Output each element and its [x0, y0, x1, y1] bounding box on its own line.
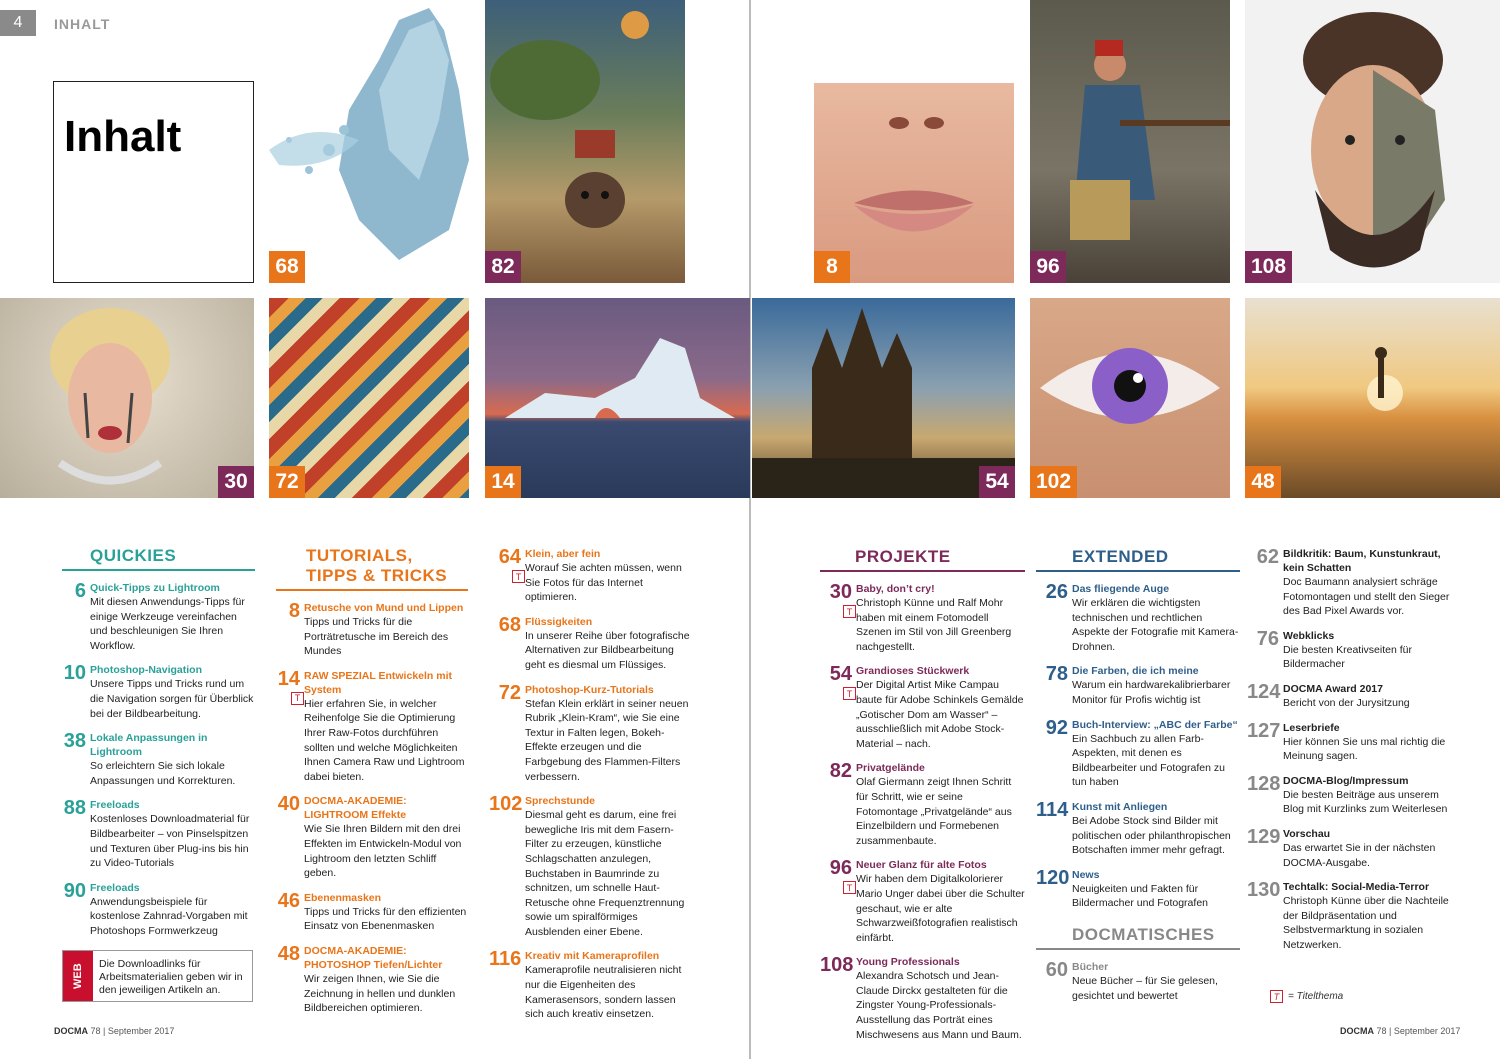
toc-entry-description: Olaf Giermann zeigt Ihnen Schritt für Schritt, wie er seine Fotomontage „Privatgelände“ aus Einzelbildern und Formebenen zusammenbaute.	[856, 776, 1012, 847]
tutorials-heading: TUTORIALS, TIPPS & TRICKS	[276, 546, 468, 591]
toc-entry-description: Mit diesen Anwendungs-Tipps für einige Werkzeuge vereinfachen und beschleunigen Sie Ihren Workflow.	[90, 596, 245, 652]
toc-entry-description: Der Digital Artist Mike Campau baute für Adobe Schinkels Gemälde „Gotischer Dom am Wasser“ – ausschließlich mit Adobe Stock-Material – nach.	[856, 679, 1024, 750]
image-placeholder	[1245, 0, 1500, 283]
footer-right: DOCMA 78 | September 2017	[1340, 1026, 1461, 1036]
toc-page-number: 30	[829, 581, 852, 603]
toc-entry-description: Wir zeigen Ihnen, wie Sie die Zeichnung in hellen und dunklen Bildbereichen optimieren.	[304, 972, 456, 1015]
section-header: INHALT	[54, 16, 111, 32]
tile-page-number: 14	[485, 466, 521, 498]
dog-scene-illustration	[485, 0, 685, 283]
toc-entry-description: Ein Sachbuch zu allen Farb-Aspekten, mit denen es Bildbearbeiter und Fotografen zu tun haben	[1072, 732, 1225, 789]
image-placeholder	[485, 298, 750, 498]
toc-entry[interactable]	[1247, 682, 1457, 711]
toc-entry-title: Freeloads	[90, 881, 140, 894]
toc-entry[interactable]	[1036, 868, 1240, 911]
toc-entry-title: Bücher	[1072, 960, 1109, 973]
toc-entry-title: Vorschau	[1283, 827, 1331, 840]
toc-entry-title: Buch-Interview: „ABC der Farbe“	[1072, 718, 1238, 731]
tile-page-number: 96	[1030, 251, 1066, 283]
toc-entry-title: RAW SPEZIAL Entwickeln mit System	[304, 669, 452, 696]
toc-page-number: 72	[498, 681, 521, 704]
toc-entry-title: Das fliegende Auge	[1072, 583, 1170, 595]
iceberg-illustration	[485, 298, 750, 498]
tile-page-number: 68	[269, 251, 305, 283]
footer-date: September 2017	[1393, 1026, 1461, 1036]
toc-page-number: 46	[277, 889, 300, 912]
woman-illustration	[0, 298, 254, 498]
title-theme-icon: T	[843, 881, 856, 894]
toc-entry[interactable]	[489, 615, 693, 673]
toc-page-number: 127	[1247, 719, 1281, 742]
toc-page-number: 102	[489, 793, 523, 816]
toc-entry-title: Ebenenmasken	[304, 891, 382, 904]
toc-entry-description: Hier können Sie uns mal richtig die Meinung sagen.	[1283, 735, 1446, 763]
tile-page-number: 108	[1245, 251, 1292, 283]
web-info-box	[62, 950, 253, 1002]
toc-entry[interactable]	[1247, 629, 1457, 672]
toc-entry-description: In unserer Reihe über fotografische Alternativen zur Bildbearbeitung geht es diesmal um Flüssiges.	[525, 629, 690, 671]
toc-page-number: 54	[829, 663, 852, 686]
toc-page-number: 76	[1256, 627, 1279, 650]
page-spine	[749, 0, 751, 1059]
quickies-column	[62, 546, 255, 949]
toc-entry-title: Photoshop-Navigation	[90, 664, 202, 677]
toc-entry-title: Young Professionals	[856, 956, 960, 969]
toc-entry[interactable]	[1247, 721, 1457, 764]
toc-entry-title: Retusche von Mund und Lippen	[304, 602, 464, 614]
toc-page-number: 90	[63, 879, 86, 902]
toc-entry[interactable]	[1036, 582, 1240, 654]
field-illustration	[1245, 298, 1500, 498]
image-placeholder	[485, 0, 685, 283]
toc-entry[interactable]	[489, 794, 693, 939]
toc-entry-title: Bildkritik: Baum, Kunstunkraut, kein Schatten	[1283, 548, 1441, 574]
toc-entry[interactable]	[489, 547, 693, 605]
toc-entry-title: Flüssigkeiten	[525, 615, 593, 628]
toc-entry-title: DOCMA-Blog/Impressum	[1283, 774, 1409, 787]
title-theme-icon: T	[291, 692, 304, 705]
toc-page-number: 108	[820, 954, 854, 977]
toc-entry-description: Hier erfahren Sie, in welcher Reihenfolge Sie die Optimierung Ihrer Raw-Fotos durchführen sollten und welche Möglichkeiten Ihnen Camera Raw und Lightroom dabei bieten.	[304, 697, 465, 783]
toc-entry[interactable]	[62, 663, 255, 721]
toc-entry-title: Die Farben, die ich meine	[1072, 665, 1199, 678]
toc-page-number: 130	[1247, 879, 1281, 902]
toc-entry-description: Kameraprofile neutralisieren nicht nur die Eigenheiten des Kamerasensors, sondern lassen sich auch kreativ einsetzen.	[525, 964, 682, 1021]
tile-8-lips[interactable]	[814, 83, 1014, 283]
toc-page-number: 6	[74, 580, 86, 602]
footer-left: DOCMA 78 | September 2017	[54, 1026, 175, 1036]
toc-page-number: 64	[498, 546, 521, 568]
toc-entry-description: Wir erklären die wichtigsten technischen und rechtlichen Aspekte der Fotografie mit Kamera-Drohnen.	[1072, 597, 1239, 653]
toc-entry-title: Baby, don’t cry!	[856, 583, 935, 595]
tile-102-eye[interactable]	[1030, 298, 1230, 498]
legend-text: = Titelthema	[1288, 991, 1344, 1002]
toc-entry-title: Leserbriefe	[1283, 721, 1340, 734]
soldier-illustration	[1030, 0, 1230, 283]
toc-entry-description: Christoph Künne und Ralf Mohr haben mit einem Fotomodell Szenen im Stil von Jill Greenberg nachgestellt.	[856, 597, 1012, 653]
toc-entry[interactable]	[276, 891, 468, 934]
toc-page-number: 129	[1247, 825, 1281, 848]
toc-entry-description: Warum ein hardwarekalibrierbarer Monitor für Profis wichtig ist	[1072, 679, 1231, 706]
tile-30-crying-woman[interactable]	[0, 298, 254, 498]
web-info-text: Die Downloadlinks für Arbeitsmaterialien geben wir in den jeweiligen Artikeln an.	[99, 958, 243, 996]
projekte-heading: PROJEKTE	[820, 547, 1025, 572]
cathedral-illustration	[752, 298, 1015, 498]
tile-page-number: 8	[814, 251, 850, 283]
toc-page-number: 60	[1045, 958, 1068, 981]
toc-page-number: 124	[1247, 680, 1281, 703]
tile-96-soldier[interactable]	[1030, 0, 1230, 283]
toc-entry[interactable]	[276, 669, 468, 785]
title-box	[53, 81, 254, 283]
toc-entry-description: Doc Baumann analysiert schräge Fotomontagen und stellt den Sieger des Bad Pixel Awards vor.	[1283, 576, 1450, 618]
toc-page-number: 92	[1045, 716, 1068, 739]
tile-page-number: 48	[1245, 466, 1281, 498]
toc-entry-description: Tipps und Tricks für die Porträtretusche im Bereich des Mundes	[304, 616, 449, 658]
toc-entry[interactable]	[820, 761, 1025, 848]
toc-page-number: 14	[277, 667, 300, 690]
toc-page-number: 38	[63, 730, 86, 753]
toc-entry-description: Neuigkeiten und Fakten für Bildermacher und Fotografen	[1072, 882, 1208, 910]
toc-page-number: 48	[277, 942, 300, 965]
tile-82-dog-scene[interactable]	[485, 0, 685, 283]
toc-entry-description: Die besten Beiträge aus unserem Blog mit Kurzlinks zum Weiterlesen	[1283, 788, 1448, 816]
toc-entry[interactable]	[1036, 960, 1240, 1003]
toc-entry-title: Kreativ mit Kameraprofilen	[525, 950, 660, 963]
toc-entry[interactable]	[276, 944, 468, 1016]
toc-entry[interactable]	[62, 731, 255, 788]
toc-page-number: 82	[829, 760, 852, 783]
toc-entry-title: News	[1072, 868, 1100, 881]
legend	[1270, 990, 1343, 1003]
image-placeholder	[0, 298, 254, 498]
tile-page-number: 102	[1030, 466, 1077, 498]
toc-entry-description: Wie Sie Ihren Bildern mit den drei Effekten im Entwickeln-Modul von Lightroom den letzten Schliff geben.	[304, 823, 462, 880]
tile-108-face-bark[interactable]	[1245, 0, 1500, 283]
toc-page-number: 68	[498, 613, 521, 636]
toc-entry[interactable]	[1036, 718, 1240, 790]
image-placeholder	[1245, 298, 1500, 498]
toc-page-number: 88	[63, 797, 86, 820]
toc-entry-description: Bericht von der Jurysitzung	[1283, 696, 1410, 709]
toc-entry-title: Webklicks	[1283, 629, 1335, 642]
toc-entry[interactable]	[489, 949, 693, 1021]
toc-entry-title: Quick-Tipps zu Lightroom	[90, 582, 220, 594]
toc-entry[interactable]	[820, 858, 1025, 945]
toc-page-number: 40	[277, 793, 300, 816]
toc-page-number: 78	[1045, 663, 1068, 686]
tile-page-number: 72	[269, 466, 305, 498]
toc-entry-description: Worauf Sie achten müssen, wenn Sie Fotos für das Internet optimieren.	[525, 562, 682, 604]
extended-heading: EXTENDED	[1036, 547, 1240, 572]
projekte-column	[820, 547, 1025, 1052]
toc-entry-title: Freeloads	[90, 799, 140, 812]
toc-entry-title: Lokale Anpassungen in Lightroom	[90, 732, 208, 759]
toc-entry-title: Kunst mit Anliegen	[1072, 800, 1168, 813]
toc-entry-description: Die besten Kreativseiten für Bildermacher	[1283, 643, 1412, 671]
toc-entry[interactable]	[62, 881, 255, 939]
title-theme-icon: T	[843, 687, 856, 700]
tile-54-cathedral[interactable]	[752, 298, 1015, 498]
toc-entry[interactable]	[489, 683, 693, 785]
toc-entry-description: Alexandra Schotsch und Jean-Claude Dirckx gestalteten für die Zingster Young-Professionals-Ausstellung das Porträt eines Mischwesens aus Mann und Baum.	[856, 970, 1022, 1041]
tutorials-column-2	[489, 547, 693, 1032]
footer-issue: 78	[90, 1026, 101, 1036]
tile-68-splash-shirt[interactable]	[269, 0, 469, 283]
tile-14-iceberg[interactable]	[485, 298, 750, 498]
toc-entry[interactable]	[62, 798, 255, 870]
toc-entry-title: Neuer Glanz für alte Fotos	[856, 859, 987, 872]
toc-entry-title: DOCMA Award 2017	[1283, 682, 1383, 695]
docmatisches-heading: DOCMATISCHES	[1036, 925, 1240, 950]
toc-entry-description: Anwendungsbeispiele für kostenlose Zahnrad-Vorgaben mit Photoshops Formwerkzeug	[90, 895, 248, 937]
toc-entry-title: Photoshop-Kurz-Tutorials	[525, 683, 654, 696]
toc-entry[interactable]	[820, 955, 1025, 1042]
image-placeholder	[752, 298, 1015, 498]
footer-date: September 2017	[107, 1026, 175, 1036]
toc-entry-title: Privatgelände	[856, 762, 925, 775]
toc-entry-description: Unsere Tipps und Tricks rund um die Navigation sorgen für Überblick bei der Bildbearbeitung.	[90, 678, 254, 720]
shirt-splash-illustration	[269, 0, 469, 283]
toc-entry-description: Christoph Künne über die Nachteile der Bildpräsentation und Selbstvermarktung in sozialen Netzwerken.	[1283, 895, 1449, 951]
tile-page-number: 54	[979, 466, 1015, 498]
toc-entry-description: Stefan Klein erklärt in seiner neuen Rubrik „Klein-Kram“, wie Sie eine Textur in Falten legen, Bokeh-Effekte erzeugen und die Farbgebung des Flammen-Filters verbessern.	[525, 697, 689, 783]
toc-page-number: 120	[1036, 866, 1070, 889]
toc-entry-description: So erleichtern Sie sich lokale Anpassungen und Korrekturen.	[90, 760, 236, 787]
toc-entry-title: DOCMA-AKADEMIE: PHOTOSHOP Tiefen/Lichter	[304, 944, 443, 971]
toc-entry[interactable]	[1247, 827, 1457, 870]
toc-entry-description: Diesmal geht es darum, eine frei bewegliche Iris mit dem Fasern-Filter zu erzeugen, künstliche Schlagschatten anzulegen, Buchstaben in Baumrinde zu schnitzen, um schnelle Haut-Retusche ohne Frequenztrennung sowie um spiralförmiges Ausblenden einer Ebene.	[525, 809, 685, 938]
tutorials-column	[276, 546, 468, 1026]
toc-entry[interactable]	[1036, 664, 1240, 707]
toc-entry-description: Kostenloses Downloadmaterial für Bildbearbeiter – von Pinselspitzen und Texturen über Plug-ins bis hin zu Video-Tutorials	[90, 813, 250, 870]
footer-issue: 78	[1376, 1026, 1387, 1036]
toc-entry[interactable]	[276, 794, 468, 880]
toc-entry[interactable]	[820, 582, 1025, 654]
tile-page-number: 82	[485, 251, 521, 283]
toc-page-number: 10	[63, 662, 86, 685]
toc-page-number: 62	[1256, 546, 1279, 568]
misc-column	[1247, 547, 1457, 963]
tile-page-number: 30	[218, 466, 254, 498]
toc-entry[interactable]	[1247, 547, 1457, 619]
toc-entry-description: Das erwartet Sie in der nächsten DOCMA-Ausgabe.	[1283, 841, 1436, 869]
face-bark-illustration	[1245, 0, 1500, 283]
toc-entry[interactable]	[62, 581, 255, 653]
toc-page-number: 128	[1247, 772, 1281, 795]
toc-entry[interactable]	[1247, 880, 1457, 952]
footer-brand: DOCMA	[1340, 1026, 1374, 1036]
toc-entry[interactable]	[1036, 800, 1240, 858]
toc-entry-title: Techtalk: Social-Media-Terror	[1283, 881, 1430, 894]
title-theme-icon: T	[512, 570, 525, 583]
toc-entry-description: Bei Adobe Stock sind Bilder mit politischen oder philanthropischen Botschaften immer mehr gefragt.	[1072, 814, 1231, 857]
extended-column	[1036, 547, 1240, 1013]
image-placeholder	[269, 0, 469, 283]
toc-entry[interactable]	[276, 601, 468, 659]
image-placeholder	[1030, 0, 1230, 283]
title-theme-icon: T	[843, 605, 856, 618]
toc-page-number: 8	[288, 600, 300, 622]
toc-entry-title: Sprechstunde	[525, 795, 596, 808]
toc-entry-title: Klein, aber fein	[525, 548, 601, 560]
page-number-left: 4	[0, 10, 36, 36]
toc-entry-description: Tipps und Tricks für den effizienten Einsatz von Ebenenmasken	[304, 905, 467, 933]
footer-brand: DOCMA	[54, 1026, 88, 1036]
tile-72-fabric[interactable]	[269, 298, 469, 498]
page-title: Inhalt	[64, 112, 182, 161]
toc-entry[interactable]	[820, 664, 1025, 751]
toc-page-number: 116	[489, 948, 522, 971]
tile-48-field[interactable]	[1245, 298, 1500, 498]
toc-entry[interactable]	[1247, 774, 1457, 817]
toc-page-number: 26	[1045, 581, 1068, 603]
toc-entry-description: Wir haben dem Digitalkolorierer Mario Unger dabei über die Schulter geschaut, wie er alte Schwarzweißfotografien realistisch einfärbt.	[856, 873, 1025, 944]
toc-page-number: 114	[1036, 798, 1069, 821]
toc-entry-title: DOCMA-AKADEMIE: LIGHTROOM Effekte	[304, 795, 407, 822]
title-theme-icon: T	[1270, 990, 1283, 1003]
quickies-heading: QUICKIES	[62, 546, 255, 571]
toc-page-number: 96	[829, 857, 852, 880]
web-tag: WEB	[63, 951, 93, 1001]
toc-entry-title: Grandioses Stückwerk	[856, 665, 970, 678]
toc-entry-description: Neue Bücher – für Sie gelesen, gesichtet und bewertet	[1072, 974, 1218, 1002]
